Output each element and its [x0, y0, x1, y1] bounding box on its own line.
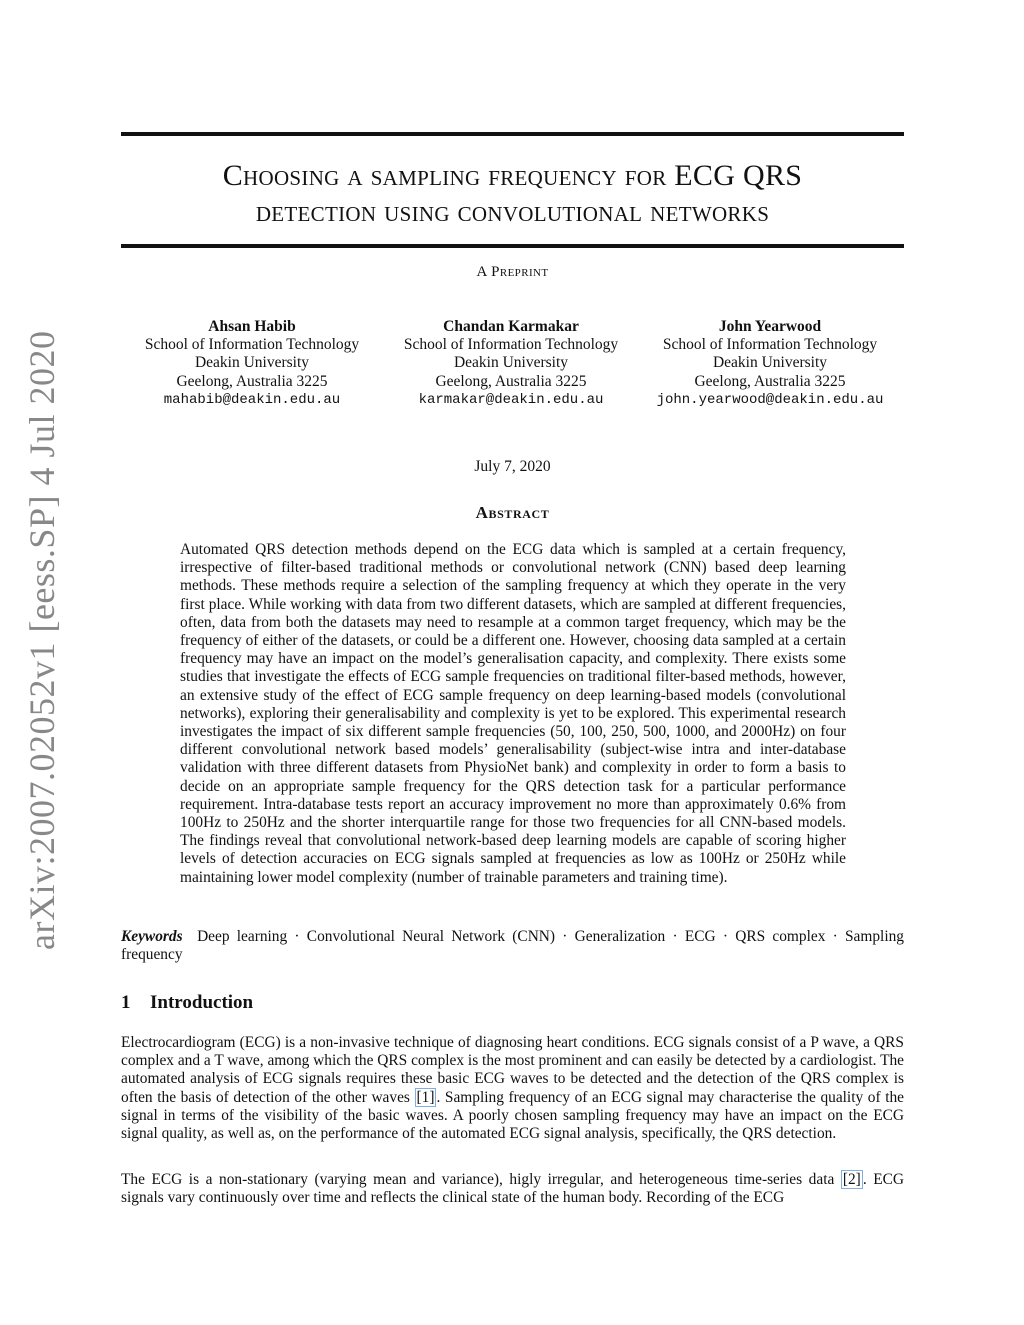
author-school: School of Information Technology	[662, 336, 878, 354]
section-heading-introduction	[121, 992, 253, 1014]
author-block	[121, 318, 904, 418]
paragraph-text: The ECG is a non-stationary (varying mean and variance), higly irregular, and heterogeneous time-series data	[121, 1171, 841, 1188]
author-location: Geelong, Australia 3225	[694, 372, 846, 390]
citation-link[interactable]: [2]	[842, 1171, 861, 1188]
author-card	[121, 318, 383, 409]
keywords-label-initial: K	[121, 928, 132, 945]
author-location: Geelong, Australia 3225	[435, 372, 587, 390]
author-card	[380, 318, 642, 409]
paragraph-text: . ECG signals vary continuously over time and reflects the clinical state of the human body. Recording of the ECG	[121, 1171, 904, 1207]
section-title: Introduction	[150, 992, 254, 1013]
author-school: School of Information Technology	[144, 336, 360, 354]
title-line-2: detection using convolutional networks	[255, 195, 770, 228]
title-top-rule	[121, 132, 904, 136]
author-location: Geelong, Australia 3225	[176, 372, 328, 390]
paragraph-text: Electrocardiogram (ECG) is a non-invasive technique of diagnosing heart conditions. ECG signals consist of a P wave, a QRS complex and a T wave, among which the QRS complex is the most prominent and can easily be detected by a cardiologist. The automated analysis of ECG signals requires these basic ECG waves to be detected and the detection of the QRS complex is often the basis of detection of the other waves	[121, 1034, 905, 1106]
publication-date: July 7, 2020	[474, 458, 551, 475]
author-email[interactable]: karmakar@deakin.edu.au	[418, 391, 604, 408]
author-email[interactable]: mahabib@deakin.edu.au	[163, 391, 341, 408]
author-university: Deakin University	[453, 354, 569, 372]
author-school: School of Information Technology	[403, 336, 619, 354]
citation-link[interactable]: [1]	[416, 1088, 435, 1106]
author-university: Deakin University	[712, 354, 828, 372]
title-line-1: Choosing a sampling frequency for ECG QRS	[222, 159, 803, 192]
keywords-label	[121, 928, 183, 945]
author-university: Deakin University	[194, 354, 310, 372]
abstract-text: Automated QRS detection methods depend on the ECG data which is sampled at a certain frequency, irrespective of filter-based traditional methods or convolutional network (CNN) based deep learning methods. These methods require a selection of the sampling frequency at which they operate in the very first place. While working with data from two different datasets, which are sampled at different frequencies, often, data from both the datasets may need to resample at a common target frequency, which may be the frequency of either of the datasets, or could be a different one. However, choosing data sampled at a certain frequency may have an impact on the model’s generalisation capacity, and complexity. There exists some studies that investigate the effects of ECG sample frequencies on traditional filter-based methods, however, an extensive study of the effect of ECG sample frequency on deep learning-based models (convolutional networks), exploring their generalisability and complexity is yet to be explored. This experimental research investigates the impact of six different sample frequencies (50, 100, 250, 500, 1000, and 2000Hz) on four different convolutional network based models’ generalisability (subject-wise intra and inter-database validation with three different datasets from PhysioNet bank) and complexity in order to form a basis to decide on an appropriate sample frequency for the QRS detection task for a particular performance requirement. Intra-database tests report an accuracy improvement no more than approximately 0.6% from 100Hz to 250Hz and the shorter interquartile range for those two frequencies for all CNN-based models. The findings reveal that convolutional network-based deep learning models are capable of scoring higher levels of detection accuracies on ECG signals sampled at frequencies as low as 100Hz or 250Hz while maintaining lower model complexity (number of trainable parameters and training time).	[180, 541, 846, 886]
arxiv-identifier: arXiv:2007.02052v1 [eess.SP] 4 Jul 2020	[22, 330, 62, 950]
author-name: John Yearwood	[718, 318, 822, 335]
keywords	[121, 928, 904, 964]
intro-paragraph-2	[121, 1171, 904, 1207]
section-number: 1	[121, 992, 131, 1013]
paragraph-text: . Sampling frequency of an ECG signal may characterise the quality of the signal in terms of the visibility of the basic waves. A poorly chosen sampling frequency may have an impact on the ECG signal quality, as well as, on the performance of the automated ECG signal analysis, specifically, the QRS detection.	[121, 1088, 904, 1143]
author-name: Chandan Karmakar	[443, 318, 579, 335]
keywords-list: Deep learning · Convolutional Neural Network (CNN) · Generalization · ECG · QRS complex · Sampling frequency	[121, 928, 904, 964]
paper-title	[121, 158, 904, 230]
title-bottom-rule	[121, 244, 904, 248]
preprint-label: A Preprint	[476, 264, 549, 280]
intro-paragraph-1	[121, 1034, 904, 1143]
author-email[interactable]: john.yearwood@deakin.edu.au	[656, 391, 884, 408]
keywords-label-rest: eywords	[131, 928, 183, 945]
author-name: Ahsan Habib	[208, 318, 296, 335]
author-card	[639, 318, 901, 409]
abstract-heading: Abstract	[475, 503, 550, 522]
